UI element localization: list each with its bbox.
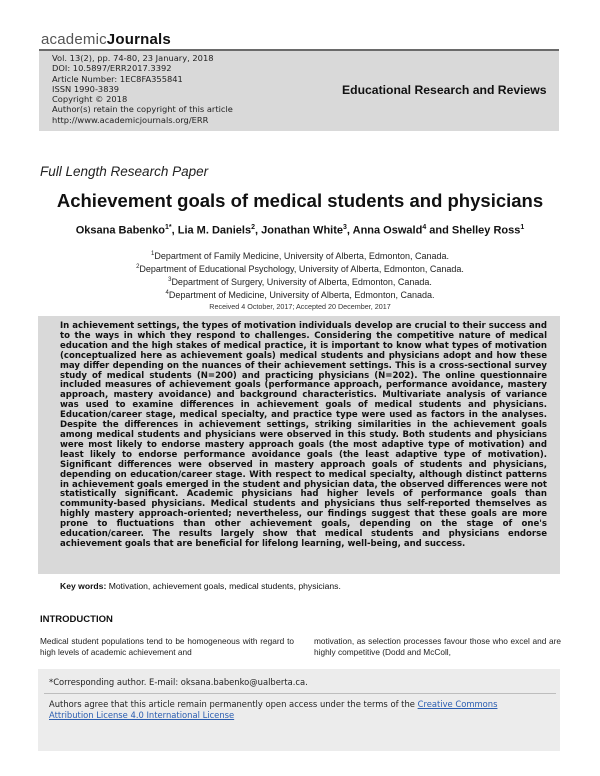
body-column-left: Medical student populations tend to be homogeneous with regard to high levels of academic achievement and — [40, 636, 294, 657]
journal-name: Educational Research and Reviews — [342, 83, 547, 97]
meta-url[interactable]: http://www.academicjournals.org/ERR — [52, 114, 209, 125]
author-name: Oksana Babenko — [75, 224, 165, 237]
affiliation: $^3$Department of Surgery, University of Alberta, Edmonton, Canada. — [168, 276, 432, 287]
meta-issn: ISSN 1990-3839 — [52, 83, 120, 94]
license-note — [49, 699, 539, 722]
meta-copyright: Copyright © 2018 — [52, 94, 128, 105]
author-name: Lia M. Daniels — [177, 224, 252, 237]
author-sep: and — [426, 224, 452, 237]
publisher-logo: academicJournals — [41, 31, 171, 48]
footnote-divider — [44, 693, 556, 694]
author-name: Anna Oswald — [352, 224, 423, 237]
author-sep: , — [171, 224, 178, 237]
corresponding-author-note: *Corresponding author. E-mail: oksana.babenko@ualberta.ca. — [49, 677, 308, 687]
author-name: Jonathan White — [261, 224, 343, 237]
author-sep: , — [346, 224, 353, 237]
meta-article-number: Article Number: 1EC8FA355841 — [52, 73, 183, 84]
license-text: Authors agree that this article remain permanently open access under the terms of the — [49, 699, 418, 709]
article-type: Full Length Research Paper — [40, 164, 209, 179]
article-title: Achievement goals of medical students and physicians — [56, 190, 544, 211]
license-link[interactable]: Creative Commons Attribution License 4.0 International License — [49, 699, 498, 721]
author-sep: , — [254, 224, 262, 237]
keywords-label: Key words: — [60, 581, 107, 591]
keywords-list: Motivation, achievement goals, medical students, physicians. — [106, 581, 341, 591]
section-heading-introduction: INTRODUCTION — [40, 614, 113, 625]
received-dates: Received 4 October, 2017; Accepted 20 December, 2017 — [209, 302, 391, 311]
abstract-text: In achievement settings, the types of motivation individuals develop are crucial to their success and to the ways in which they respond to challenges. Considering the competitive nature of medical education and the high stakes of medical practice, it is important to know what types of motivation (conceptualized here as achievement goals) medical students and physicians adopt and how these may differ depending on the nuances of their achievement settings. This is a cross-sectional survey study of medical students (N=200) and practicing physicians (N=202). The online questionnaire included measures of achievement goals (performance approach, performance avoidance, mastery approach, mastery avoidance) and background characteristics. Multivariate analysis of variance was used to examine differences in achievement goals of medical students and physicians. Education/career stage, medical specialty, and practice type were used as factors in the analyses. Despite the differences in achievement settings, striking similarities in the achievement goals among medical students and physicians were observed in this study. Both students and physicians were most likely to endorse mastery approach goals (the most adaptive type of motivation) and least likely to endorse performance avoidance goals (the least adaptive type of motivation). Significant differences were observed in mastery approach goals of students and physicians, depending on education/career stage. With respect to medical specialty, although distinct patterns in achievement goals emerged in the student and physician data, the observed differences were not statistically significant. Academic physicians had higher levels of performance goals than community-based physicians. Medical students and physicians thus self-reported themselves as highly mastery approach-oriented; nevertheless, our findings suggest that these goals are more prone to fluctuations than other achievement goals, depending on the stage of one's education/career. The results largely show that medical students and physicians endorse achievement goals that are beneficial for lifelong learning, well-being, and success. — [60, 321, 547, 549]
meta-volume: Vol. 13(2), pp. 74-80, 23 January, 2018 — [52, 53, 214, 63]
meta-doi: DOI: 10.5897/ERR2017.3392 — [52, 63, 172, 74]
article-meta — [52, 53, 233, 125]
author-affil-sup: 1 — [520, 224, 525, 231]
author-affil-sup: 1* — [164, 224, 172, 231]
author-affil-sup: 3 — [343, 224, 347, 231]
body-column-right: motivation, as selection processes favour those who excel and are highly competitive (Dodd and McColl, — [314, 636, 561, 657]
author-affil-sup: 2 — [251, 224, 255, 231]
author-list — [0, 224, 600, 237]
affiliations — [0, 249, 600, 301]
author-affil-sup: 4 — [422, 224, 427, 231]
meta-rights: Author(s) retain the copyright of this article — [52, 104, 233, 115]
affiliation: $^4$Department of Medicine, University of Alberta, Edmonton, Canada. — [165, 289, 435, 300]
affiliation: $^1$Department of Family Medicine, University of Alberta, Edmonton, Canada. — [151, 251, 449, 261]
author-name: Shelley Ross — [451, 224, 521, 237]
affiliation: $^2$Department of Educational Psychology, University of Alberta, Edmonton, Canada. — [136, 263, 464, 274]
keywords — [60, 581, 341, 591]
